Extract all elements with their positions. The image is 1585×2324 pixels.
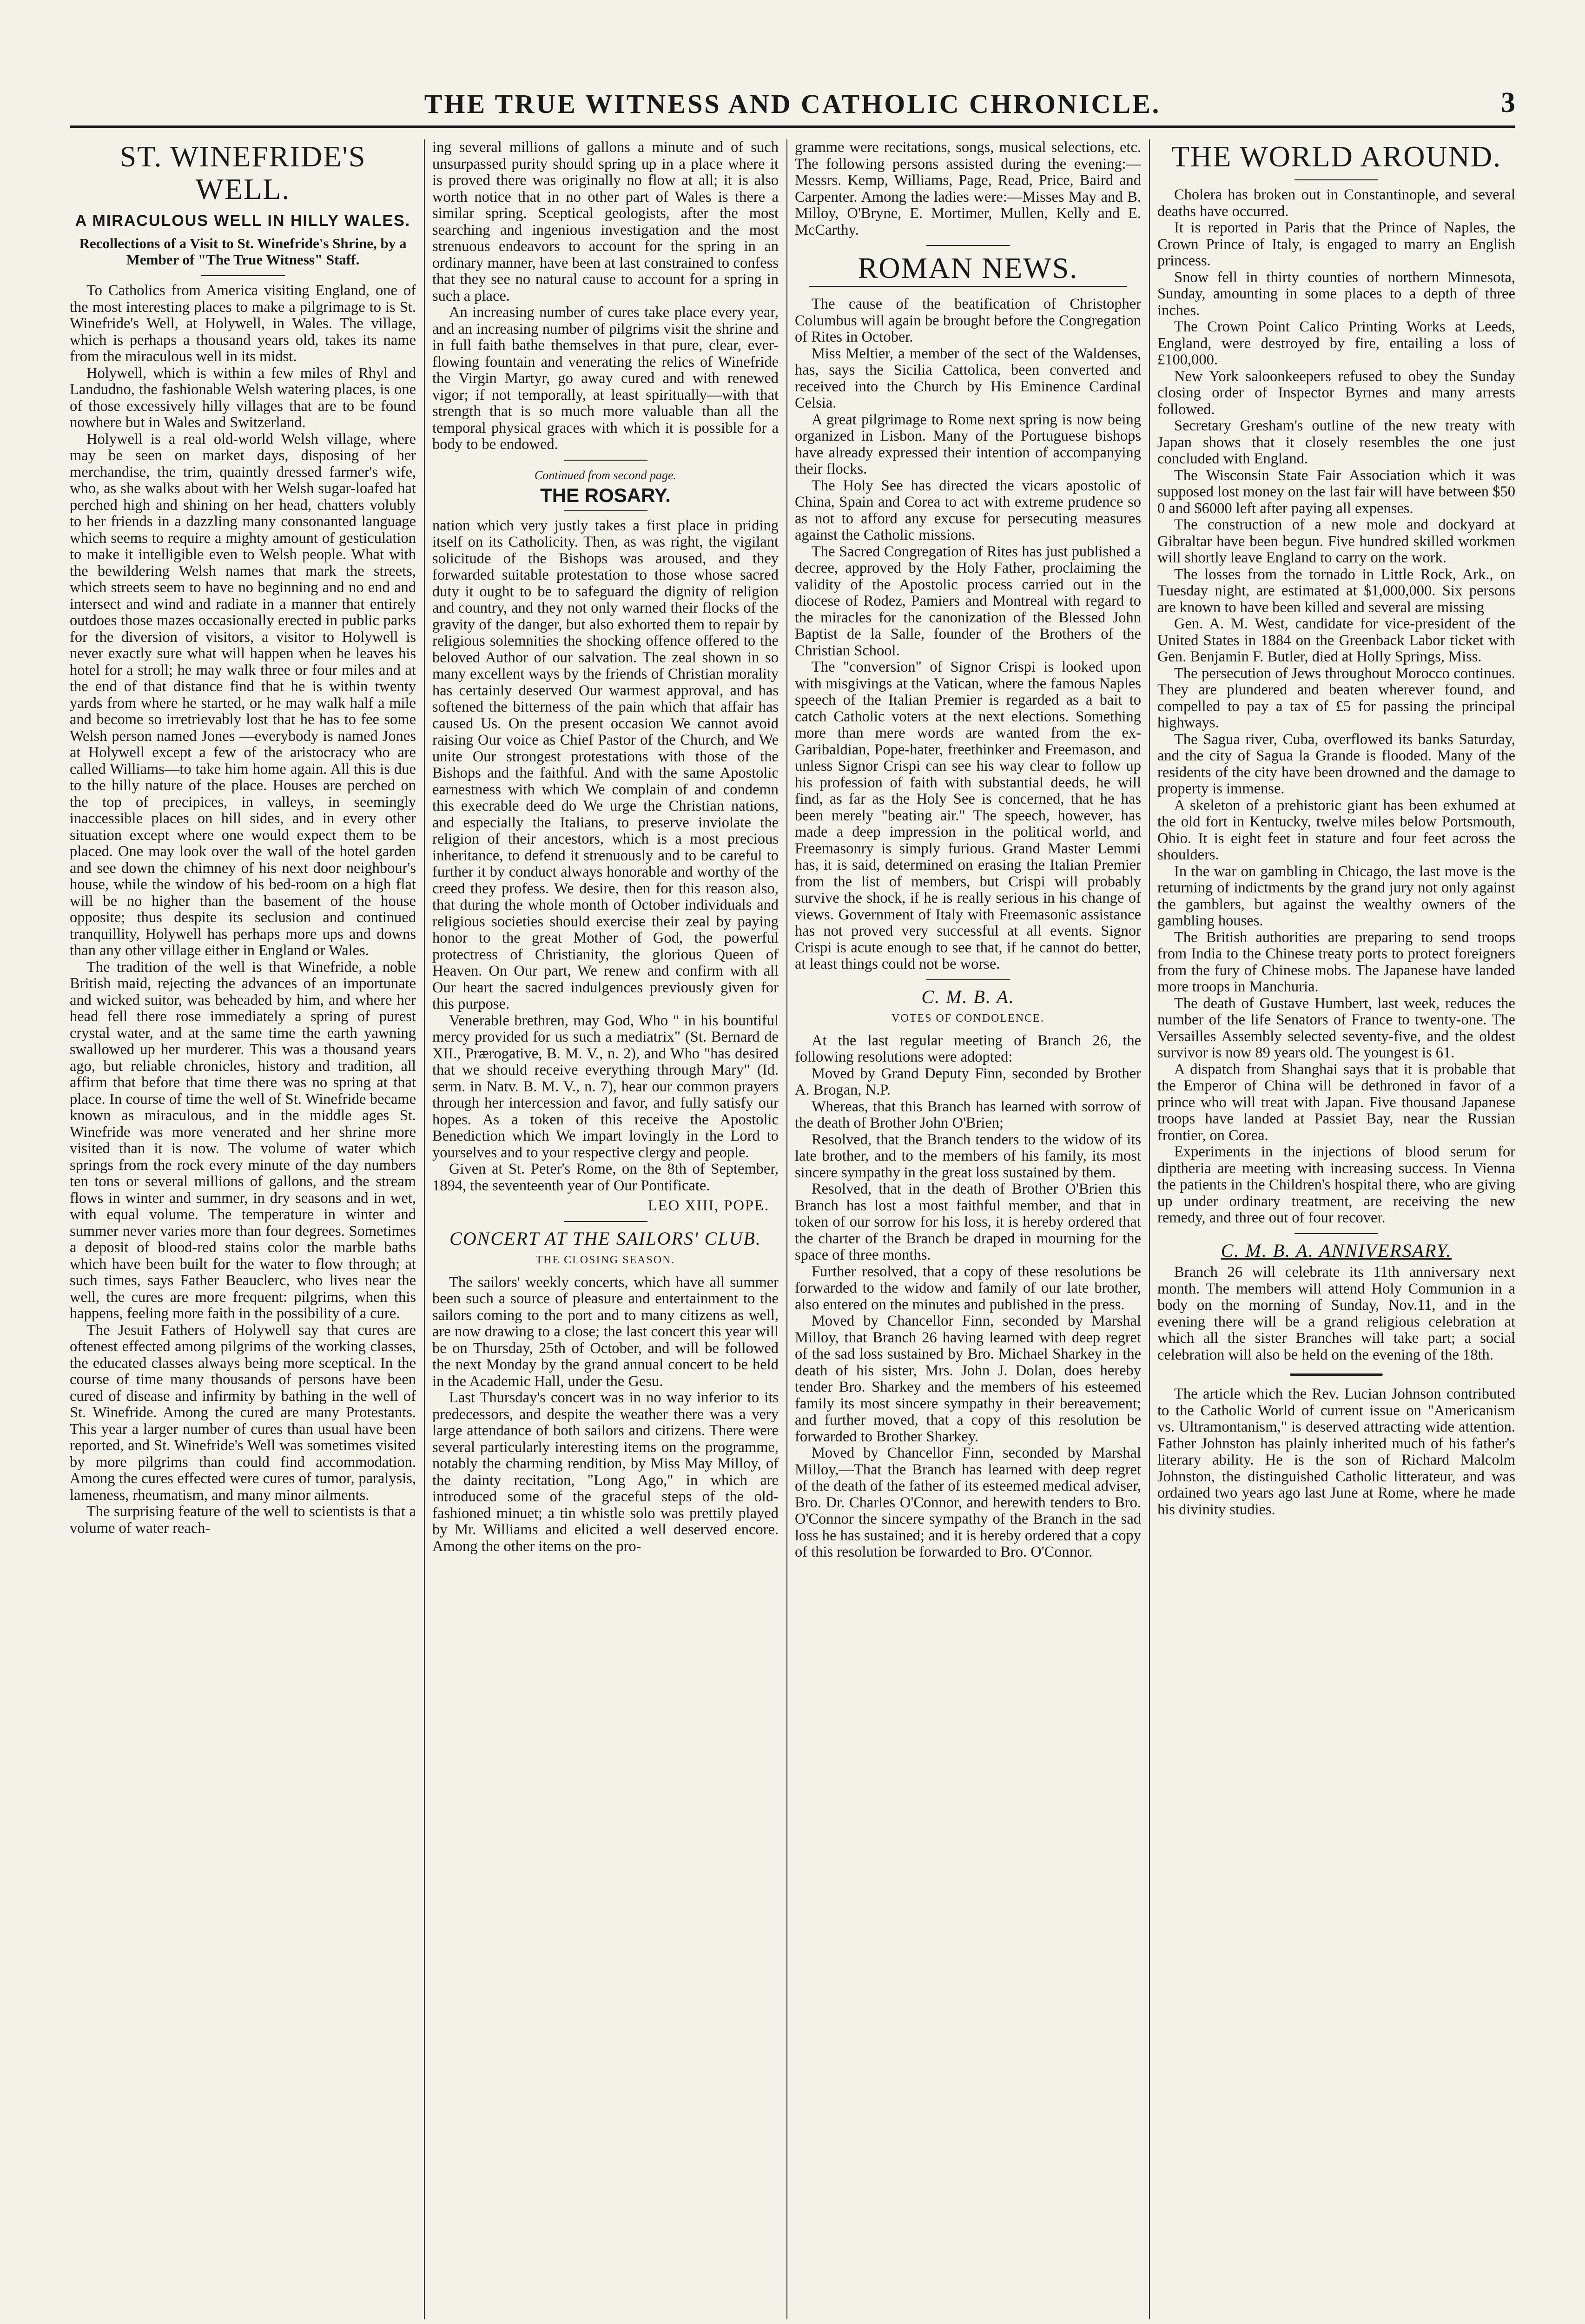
- paragraph: The British authorities are preparing to send troops from India to the Chinese treaty ports to protect foreigners from the fury of Chinese mobs. The Japanese have landed more troops in Manchuria.: [1157, 929, 1515, 995]
- paragraph: gramme were recitations, songs, musical selections, etc. The following persons assisted during the evening:—Messrs. Kemp, Williams, Page, Read, Price, Baird and Carpenter. Among the ladies were:—Misses May and B. Milloy, O'Bryne, E. Mortimer, Mullen, Kelly and E. McCarthy.: [795, 139, 1141, 238]
- paragraph: Holywell is a real old-world Welsh village, where may be seen on market days, disposing of her merchandise, the trim, quaintly dressed farmer's wife, who, as she walks about with her Welsh sugar-loafed hat perched high and shining on her head, chatters volubly to her friends in a dazzling many consonanted language which seems to require a mighty amount of gesticulation to make it intelligible even to Welsh people. What with the bewildering Welsh names that mark the streets, which streets seem to have no beginning and no end and intersect and wind and radiate in a manner that entirely outdoes those mazes occasionally erected in public parks for the diversion of visitors, a visitor to Holywell is never exactly sure what will happen when he leaves his hotel for a stroll; he may walk three or four miles and at the end of that distance find that he is within twenty yards from where he started, or he may walk half a mile and become so irretrievably lost that he has to fee some Welsh person named Jones —everybody is named Jones at Holywell except a few of the aristocracy who are called Williams—to take him home again. All this is due to the hilly nature of the place. Houses are perched on the top of precipices, in valleys, in seemingly inaccessible places on hill sides, and in every other situation except where one would expect them to be placed. One may look over the wall of the hotel garden and see down the chimney of his next door neighbour's house, while the window of his bed-room on a high flat will be no higher than the basement of the house opposite; thus despite its seclusion and continued tranquillity, Holywell has perhaps more ups and downs than any other village either in England or Wales.: [70, 430, 416, 959]
- article-heading-world-around: THE WORLD AROUND.: [1171, 140, 1502, 173]
- paragraph: Moved by Chancellor Finn, seconded by Marshal Milloy, that Branch 26 having learned with deep regret of the sad loss sustained by Bro. Michael Sharkey in the death of his sister, Mrs. John J. Dolan, does hereby tender Bro. Sharkey and the members of his esteemed family its most sincere sympathy in their bereavement; and further moved, that a copy of this resolution be forwarded to Brother Sharkey.: [795, 1313, 1141, 1445]
- paragraph: Moved by Grand Deputy Finn, seconded by Brother A. Brogan, N.P.: [795, 1065, 1141, 1098]
- paragraph: The Jesuit Fathers of Holywell say that cures are oftenest effected among pilgrims of the working classes, the educated classes always being more sceptical. In the course of time many thousands of persons have been cured of disease and infirmity by bathing in the well of St. Winefride. Among the cured are many Protestants. This year a larger number of cures than usual have been reported, and St. Winefride's Well was sometimes visited by more pilgrims than could find accommodation. Among the cures effected were cures of tumor, paralysis, lameness, rheumatism, and many minor ailments.: [70, 1321, 416, 1504]
- article-heading-roman-news: ROMAN NEWS.: [809, 252, 1127, 287]
- paragraph: Holywell, which is within a few miles of Rhyl and Landudno, the fashionable Welsh watering places, is one of those excessively hilly villages that are to be found nowhere but in Wales and Switzerland.: [70, 364, 416, 431]
- article-heading-anniversary: C. M. B. A. ANNIVERSARY.: [1221, 1240, 1452, 1261]
- column-2: [432, 139, 779, 2319]
- paragraph: The Sacred Congregation of Rites has just published a decree, approved by the Holy Father, proclaiming the validity of the Apostolic process carried out in the diocese of Rodez, Pamiers and Montreal with regard to the miracles for the canonization of the Blessed John Baptist de la Salle, founder of the Brothers of the Christian School.: [795, 543, 1141, 659]
- divider: [201, 275, 285, 276]
- paragraph: The article which the Rev. Lucian Johnson contributed to the Catholic World of current issue on "Americanism vs. Ultramontanism," is deserved attracting wide attention. Father Johnston has plainly inherited much of his father's literary ability. He is the son of Richard Malcolm Johnston, the distinguished Catholic litterateur, and was ordained two years ago last June at Rome, where he made his divinity studies.: [1157, 1386, 1515, 1518]
- paragraph: A skeleton of a prehistoric giant has been exhumed at the old fort in Kentucky, twelve miles below Portsmouth, Ohio. It is eight feet in stature and four feet across the shoulders.: [1157, 797, 1515, 863]
- paragraph: Cholera has broken out in Constantinople, and several deaths have occurred.: [1157, 186, 1515, 220]
- paragraph: New York saloonkeepers refused to obey the Sunday closing order of Inspector Byrnes and many arrests followed.: [1157, 368, 1515, 418]
- divider: [564, 460, 647, 461]
- paragraph: The death of Gustave Humbert, last week, reduces the number of the life Senators of France to twenty-one. The Versailles Assembly selected seventy-five, and the oldest survivor is now 89 years old. The youngest is 61.: [1157, 995, 1515, 1061]
- divider: [564, 1221, 647, 1222]
- paragraph: It is reported in Paris that the Prince of Naples, the Crown Prince of Italy, is engaged to marry an English princess.: [1157, 219, 1515, 269]
- paragraph: A great pilgrimage to Rome next spring is now being organized in Lisbon. Many of the Portuguese bishops have already expressed their intention of accompanying their flocks.: [795, 411, 1141, 477]
- paragraph: Whereas, that this Branch has learned with sorrow of the death of Brother John O'Brien;: [795, 1098, 1141, 1131]
- paragraph: The Wisconsin State Fair Association which it was supposed lost money on the last fair will have between $50 0 and $6000 left after paying all expenses.: [1157, 467, 1515, 517]
- continued-note: Continued from second page.: [534, 468, 677, 482]
- column-1: [70, 139, 416, 2319]
- paragraph: The "conversion" of Signor Crispi is looked upon with misgivings at the Vatican, where the famous Naples speech of the Italian Premier is regarded as a bait to catch Catholic voters at the next elections. Something more than mere words are wanted from the ex-Garibaldian, Pope-hater, freethinker and Freemason, and unless Signor Crispi can see his way clear to follow up his profession of faith with substantial deeds, he will find, as far as the Holy See is concerned, that he has been merely "beating air." The speech, however, has made a deep impression in the political world, and Freemasonry is simply furious. Grand Master Lemmi has, it is said, determined on erasing the Italian Premier from the list of members, but Crispi will probably survive the shock, if he is really serious in his change of views. Government of Italy with Freemasonic assistance has not proved very successful at all events. Signor Crispi is acute enough to see that, if he cannot do better, at least things could not be worse.: [795, 659, 1141, 972]
- paragraph: ing several millions of gallons a minute and of such unsurpassed purity should spring up in a place where it is proved there was originally no flow at all; it is also worth notice that in no other part of Wales is there a similar spring. Sceptical geologists, after the most searching and ingenious investigation and the most strenuous endeavors to account for the spring in an ordinary manner, have been at last constrained to confess that they see no natural cause to account for a spring in such a place.: [432, 139, 779, 304]
- column-rule: [786, 139, 787, 2319]
- paragraph: Further resolved, that a copy of these resolutions be forwarded to the widow and family of our late brother, also entered on the minutes and published in the press.: [795, 1263, 1141, 1313]
- page-number: 3: [1501, 87, 1515, 119]
- paragraph: Moved by Chancellor Finn, seconded by Marshal Milloy,—That the Branch has learned with deep regret of the death of the father of its esteemed medical adviser, Bro. Dr. Charles O'Connor, and herewith tenders to Bro. O'Connor the sincere sympathy of the Branch in the sad loss he has sustained; and it is hereby ordered that a copy of this resolution be forwarded to Bro. O'Connor.: [795, 1445, 1141, 1560]
- paragraph: Last Thursday's concert was in no way inferior to its predecessors, and despite the weather there was a very large attendance of both sailors and citizens. There were several particularly interesting items on the programme, notably the charming rendition, by Miss May Milloy, of the dainty recitation, "Long Ago," in which are introduced some of the graceful steps of the old-fashioned minuet; a tin whistle solo was prettily played by Mr. Williams and elicited a well deserved encore. Among the other items on the pro-: [432, 1389, 779, 1555]
- paragraph: The Sagua river, Cuba, overflowed its banks Saturday, and the city of Sagua la Grande is flooded. Many of the residents of the city have been drowned and the damage to property is immense.: [1157, 731, 1515, 797]
- column-rule: [1149, 139, 1150, 2319]
- paragraph: The Holy See has directed the vicars apostolic of China, Spain and Corea to act with extreme prudence so as not to afford any excuse for persecuting measures against the Catholic missions.: [795, 477, 1141, 543]
- column-4: [1157, 139, 1515, 2319]
- paragraph: The surprising feature of the well to scientists is that a volume of water reach-: [70, 1503, 416, 1537]
- paragraph: An increasing number of cures take place every year, and an increasing number of pilgrims visit the shrine and in full faith bathe themselves in that pure, clear, ever-flowing fountain and venerating the relics of Winefride the Virgin Martyr, go away cured and with renewed vigor; if not temporally, at least spiritually—with that strength that is so much more valuable than all the temporal physical graces with which it is possible for a body to be endowed.: [432, 304, 779, 453]
- masthead: [70, 88, 1515, 128]
- paragraph: The sailors' weekly concerts, which have all summer been such a source of pleasure and entertainment to the sailors coming to the port and to many citizens as well, are now drawing to a close; the last concert this year will be on Thursday, 25th of October, and will be followed the next Monday by the grand annual concert to be held in the Academic Hall, under the Gesu.: [432, 1274, 779, 1390]
- column-3: [795, 139, 1141, 2319]
- article-heading-cmba: C. M. B. A.: [921, 986, 1015, 1007]
- paragraph: The cause of the beatification of Christopher Columbus will again be brought before the Congregation of Rites in October.: [795, 296, 1141, 345]
- article-subheading: THE CLOSING SEASON.: [535, 1254, 675, 1266]
- signature-line: LEO XIII, POPE.: [647, 1197, 769, 1214]
- paragraph: The tradition of the well is that Winefride, a noble British maid, rejecting the advances of an importunate and wicked suitor, was beheaded by him, and where her head fell there rose immediately a spring of purest crystal water, and at the same time the earth yawning swallowed up her murderer. This was a thousand years ago, but reliable chronicles, history and tradition, all affirm that before that time there was no spring at that place. In course of time the well of St. Winefride became known as miraculous, and in the middle ages St. Winefride was more venerated and her shrine more visited than it is now. The volume of water which springs from the rock every minute of the day numbers ten tons or several millions of gallons, and the stream flows in winter and summer, in dry seasons and in wet, with equal volume. The temperature in winter and summer never varies more than four degrees. Sometimes a deposit of blood-red stains color the marble baths which have been built for the water to flow through; at such times, says Father Beauclerc, who lives near the well, the cures are more frequent: pilgrims, when this happens, feeling more faith in the possibility of a cure.: [70, 958, 416, 1322]
- article-heading-winefride: ST. WINEFRIDE'S WELL.: [119, 140, 366, 205]
- ornament-divider: [1290, 1373, 1383, 1376]
- paragraph: Resolved, that the Branch tenders to the widow of its late brother, and to the members of his family, its most sincere sympathy in the great loss sustained by them.: [795, 1131, 1141, 1181]
- paragraph: Venerable brethren, may God, Who " in his bountiful mercy provided for us such a mediatrix" (St. Bernard de XII., Prærogative, B. M. V., n. 2), and Who "has desired that we should receive everything through Mary" (Id. serm. in Natv. B. M. V., n. 7), hear our common prayers through her intercession and favor, and fully satisfy our hopes. As a token of this receive the Apostolic Benediction which We impart lovingly in the Lord to yourselves and to your respective clergy and people.: [432, 1012, 779, 1161]
- divider: [564, 510, 647, 511]
- divider: [1294, 1233, 1378, 1234]
- article-heading-concert: CONCERT AT THE SAILORS' CLUB.: [449, 1228, 761, 1249]
- paragraph: Resolved, that in the death of Brother O'Brien this Branch has lost a most faithful member, and that in token of our sorrow for his loss, it is hereby ordered that the charter of the Branch be draped in mourning for the space of three months.: [795, 1181, 1141, 1263]
- paragraph: Snow fell in thirty counties of northern Minnesota, Sunday, amounting in some places to a depth of three inches.: [1157, 269, 1515, 319]
- paragraph: Branch 26 will celebrate its 11th anniversary next month. The members will attend Holy Communion in a body on the morning of Sunday, Nov.11, and in the evening there will be a grand religious celebration at which all the sister Branches will take part; a social celebration will also be held on the evening of the 18th.: [1157, 1264, 1515, 1363]
- paragraph: Secretary Gresham's outline of the new treaty with Japan shows that it closely resembles the one just concluded with England.: [1157, 417, 1515, 467]
- article-subheading: A MIRACULOUS WELL IN HILLY WALES.: [75, 212, 411, 230]
- paragraph: Gen. A. M. West, candidate for vice-president of the United States in 1884 on the Greenback Labor ticket with Gen. Benjamin F. Butler, died at Holly Springs, Miss.: [1157, 615, 1515, 665]
- divider: [926, 979, 1010, 980]
- paragraph: The losses from the tornado in Little Rock, Ark., on Tuesday night, are estimated at $1,000,000. Six persons are known to have been killed and several are missing: [1157, 566, 1515, 616]
- paragraph: Miss Meltier, a member of the sect of the Waldenses, has, says the Sicilia Cattolica, been converted and received into the Church by His Eminence Cardinal Celsia.: [795, 345, 1141, 411]
- divider: [926, 245, 1010, 246]
- paragraph: A dispatch from Shanghai says that it is probable that the Emperor of China will be dethroned in favor of a prince who will treat with Japan. Five thousand Japanese troops have landed at Passiet Bay, near the Russian frontier, on Corea.: [1157, 1061, 1515, 1144]
- article-byline: Recollections of a Visit to St. Winefride's Shrine, by a Member of "The True Witness" Staff.: [79, 235, 407, 268]
- paragraph: Given at St. Peter's Rome, on the 8th of September, 1894, the seventeenth year of Our Pontificate.: [432, 1161, 779, 1194]
- newspaper-title: THE TRUE WITNESS AND CATHOLIC CHRONICLE.: [424, 89, 1161, 119]
- paragraph: At the last regular meeting of Branch 26, the following resolutions were adopted:: [795, 1032, 1141, 1065]
- paragraph: Experiments in the injections of blood serum for diptheria are meeting with increasing success. In Vienna the patients in the Children's hospital there, who are giving up under ordinary treatment, are receiving the new remedy, and three out of four recover.: [1157, 1143, 1515, 1226]
- paragraph: nation which very justly takes a first place in priding itself on its Catholicity. Then, as was right, the vigilant solicitude of the Bishops was aroused, and they forwarded suitable protestation to those whose sacred duty it ought to be to safeguard the dignity of religion and country, and they not only warned their flocks of the gravity of the danger, but also exhorted them to repair by religious solemnities the shocking offence offered to the beloved Author of our salvation. The zeal shown in so many excellent ways by the friends of Christian morality has certainly deserved Our warmest approval, and has softened the bitterness of the pain which that affair has caused Us. On the present occasion We cannot avoid raising Our voice as Chief Pastor of the Church, and We unite Our strongest protestations with those of the Bishops and the faithful. And with the same Apostolic earnestness with which We complain of and condemn this execrable deed do We urge the Christian nations, and especially the Italians, to preserve inviolate the religion of their ancestors, which is a most precious inheritance, to defend it strenuously and to be careful to further it by conduct always honorable and worthy of the creed they profess. We desire, then for this reason also, that during the whole month of October individuals and religious societies should exercise their zeal by paying honor to the great Mother of God, the powerful protectress of Christianity, the glorious Queen of Heaven. On Our part, We renew and confirm with all Our heart the sacred indulgences previously given for this purpose.: [432, 517, 779, 1012]
- paragraph: The construction of a new mole and dockyard at Gibraltar have been begun. Five hundred skilled workmen will shortly leave England to carry on the work.: [1157, 516, 1515, 566]
- divider: [1294, 179, 1378, 180]
- article-subheading: VOTES OF CONDOLENCE.: [892, 1012, 1044, 1024]
- paragraph: The persecution of Jews throughout Morocco continues. They are plundered and beaten wherever found, and compelled to pay a tax of £5 for passing the principal highways.: [1157, 665, 1515, 731]
- paragraph: To Catholics from America visiting England, one of the most interesting places to make a pilgrimage to is St. Winefride's Well, at Holywell, in Wales. The village, which is perhaps a thousand years old, takes its name from the miraculous well in its midst.: [70, 282, 416, 365]
- column-rule: [424, 139, 425, 2319]
- article-heading-rosary: THE ROSARY.: [540, 484, 671, 506]
- paragraph: In the war on gambling in Chicago, the last move is the returning of indictments by the grand jury not only against the gamblers, but against the wealthy owners of the gambling houses.: [1157, 863, 1515, 929]
- paragraph: The Crown Point Calico Printing Works at Leeds, England, were destroyed by fire, entailing a loss of £100,000.: [1157, 318, 1515, 368]
